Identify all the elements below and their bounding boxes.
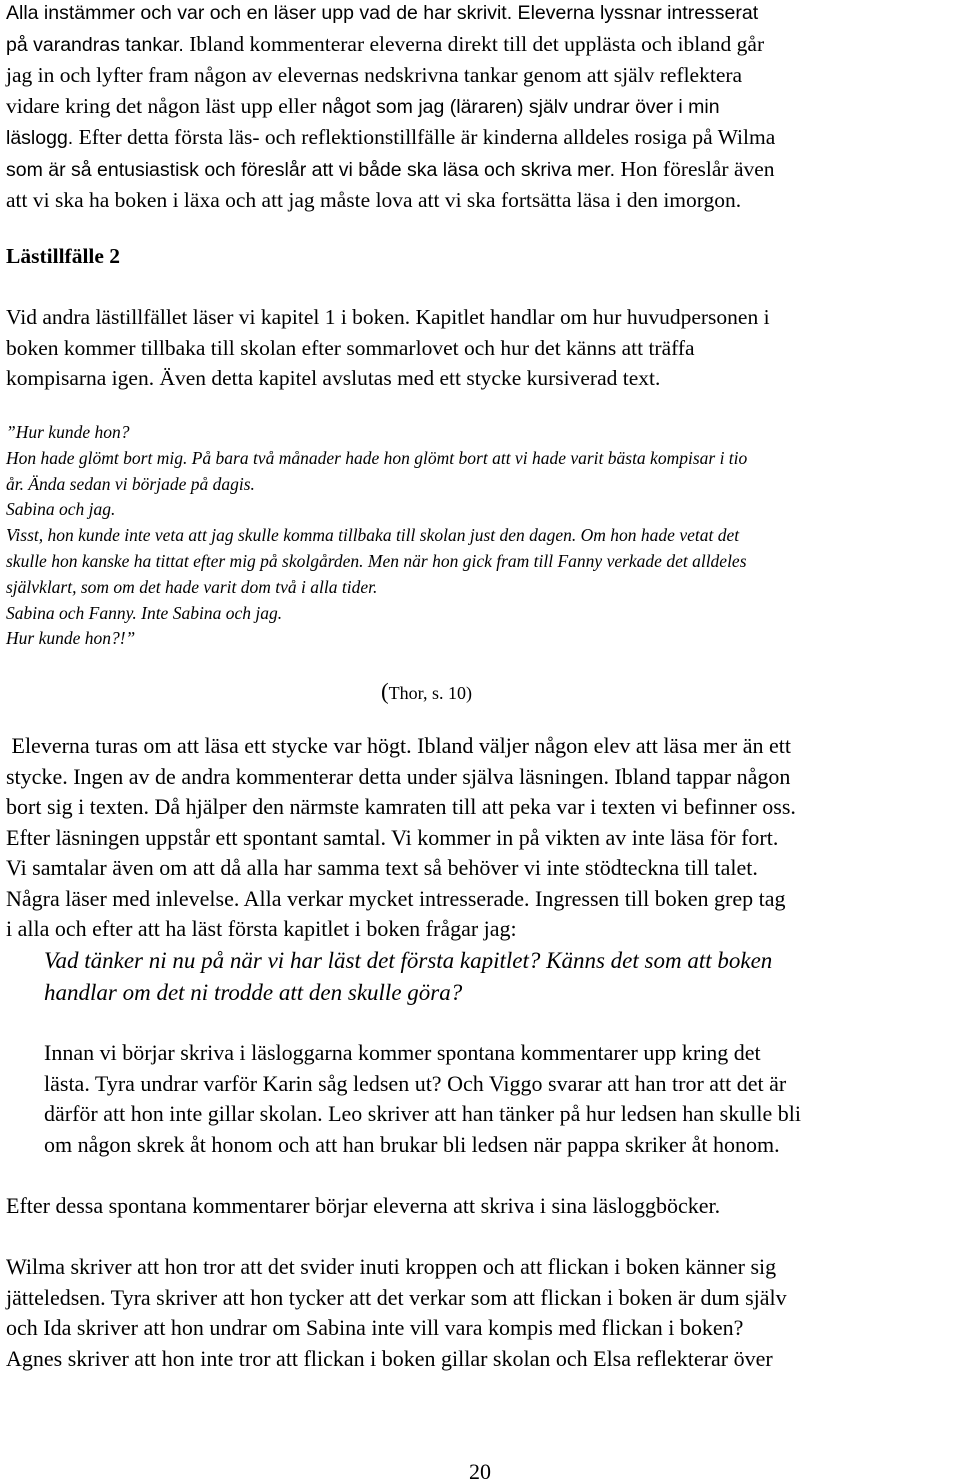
text-run: Ibland kommenterar eleverna direkt till det upplästa och ibland går bbox=[189, 31, 765, 56]
quote-line: Sabina och Fanny. Inte Sabina och jag. bbox=[6, 602, 283, 623]
text-run: något som jag (läraren) själv undrar över i min bbox=[321, 95, 720, 118]
paragraph-line bbox=[6, 91, 775, 123]
question-line: Vad tänker ni nu på när vi har läst det första kapitlet? Känns det som att boken bbox=[44, 948, 773, 973]
paragraph-line: stycke. Ingen av de andra kommenterar detta under själva läsningen. Ibland tappar någon bbox=[6, 763, 791, 789]
text-run: kompisarna igen. Även detta kapitel avslutas med ett stycke kursiverad text. bbox=[6, 366, 661, 390]
paragraph-line: Några läser med inlevelse. Alla verkar mycket intresserade. Ingressen till boken grep tag bbox=[6, 885, 786, 911]
quote-line: Sabina och jag. bbox=[6, 499, 116, 520]
paragraph-line: Innan vi börjar skriva i läsloggarna kommer spontana kommentarer upp kring det bbox=[44, 1040, 761, 1065]
paragraph-line: lästa. Tyra undrar varför Karin såg ledsen ut? Och Viggo svarar att han tror att det är bbox=[44, 1070, 787, 1096]
paragraph-4 bbox=[44, 1038, 801, 1160]
text-run: på varandras tankar. bbox=[6, 33, 190, 56]
citation-open-paren: ( bbox=[381, 679, 389, 704]
paragraph-line: i alla och efter att ha läst första kapitlet i boken frågar jag: bbox=[6, 916, 517, 941]
paragraph-line bbox=[6, 185, 775, 216]
paragraph-1 bbox=[6, 0, 775, 216]
text-run: Hon föreslår även bbox=[620, 156, 775, 181]
quote-citation bbox=[381, 677, 472, 709]
text-run: Efter detta första läs- och reflektionstillfälle är kinderna alldeles rosiga på Wilma bbox=[78, 125, 776, 149]
paragraph-line bbox=[6, 29, 775, 61]
paragraph-line bbox=[6, 302, 770, 333]
text-run: att vi ska ha boken i läxa och att jag måste lova att vi ska fortsätta läsa i den imorgon. bbox=[6, 188, 742, 212]
text-run: jag in och lyfter fram någon av elevernas nedskrivna tankar genom att själv reflektera bbox=[6, 63, 743, 87]
paragraph-line: om någon skrek åt honom och att han brukar bli ledsen när pappa skriker åt honom. bbox=[44, 1131, 780, 1157]
paragraph-5: Efter dessa spontana kommentarer börjar eleverna att skriva i sina läsloggböcker. bbox=[6, 1193, 721, 1218]
citation-text: Thor, s. 10) bbox=[388, 683, 472, 703]
quote-line: Hur kunde hon?!” bbox=[6, 628, 136, 649]
text-run: boken kommer tillbaka till skolan efter sommarlovet och hur det känns att träffa bbox=[6, 335, 695, 360]
text-run: Vid andra lästillfället läser vi kapitel 1 i boken. bbox=[6, 305, 416, 329]
paragraph-line: Efter läsningen uppstår ett spontant samtal. Vi kommer in på vikten av inte läsa för fort. bbox=[6, 824, 779, 850]
text-run: som är så entusiastisk och föreslår att vi både ska läsa och skriva mer. bbox=[6, 158, 621, 181]
text-run: Alla instämmer och var och en läser upp vad de har skrivit. Eleverna lyssnar intresserat bbox=[6, 2, 759, 24]
paragraph-line bbox=[6, 60, 775, 91]
paragraph-line: bort sig i texten. Då hjälper den närmste kamraten till att peka var i texten vi befinner oss. bbox=[6, 794, 796, 819]
quote-line: ”Hur kunde hon? bbox=[6, 422, 130, 442]
quote-line: Hon hade glömt bort mig. På bara två månader hade hon glömt bort att vi hade varit bästa kompisar i tio bbox=[6, 447, 748, 468]
section-heading: Lästillfälle 2 bbox=[6, 244, 121, 268]
teacher-question bbox=[44, 945, 772, 1009]
paragraph-line bbox=[6, 0, 775, 29]
paragraph-line: Agnes skriver att hon inte tror att flickan i boken gillar skolan och Elsa reflekterar över bbox=[6, 1345, 773, 1371]
paragraph-line: därför att hon inte gillar skolan. Leo skriver att han tänker på hur ledsen han skulle bli bbox=[44, 1101, 801, 1126]
text-run: vidare kring det någon läst upp eller bbox=[6, 93, 322, 118]
text-run: Kapitlet handlar om hur huvudpersonen i bbox=[415, 305, 770, 329]
book-quote bbox=[6, 420, 747, 652]
quote-line: skulle hon kanske ha tittat efter mig på skolgården. Men när hon gick fram till Fanny verkade det alldeles bbox=[6, 550, 747, 571]
paragraph-3 bbox=[6, 731, 796, 945]
paragraph-line: och Ida skriver att hon undrar om Sabina inte vill vara kompis med flickan i boken? bbox=[6, 1315, 744, 1340]
quote-line: självklart, som om det hade varit dom två i alla tider. bbox=[6, 576, 378, 597]
paragraph-line: jätteledsen. Tyra skriver att hon tycker att det verkar som att flickan i boken är dum själv bbox=[6, 1284, 787, 1310]
quote-line: Visst, hon kunde inte veta att jag skulle komma tillbaka till skolan just den dagen. Om hon hade vetat det bbox=[6, 525, 740, 546]
paragraph-line: Wilma skriver att hon tror att det svider inuti kroppen och att flickan i boken känner sig bbox=[6, 1254, 777, 1279]
paragraph-line: Vi samtalar även om att då alla har samma text så behöver vi inte stödteckna till talet. bbox=[6, 855, 758, 880]
paragraph-line bbox=[6, 122, 775, 154]
paragraph-2 bbox=[6, 302, 770, 394]
paragraph-line bbox=[6, 333, 770, 364]
text-run: läslogg. bbox=[6, 127, 79, 149]
paragraph-line: Eleverna turas om att läsa ett stycke var högt. Ibland väljer någon elev att läsa mer än ett bbox=[6, 733, 791, 758]
question-line: handlar om det ni trodde att den skulle göra? bbox=[44, 980, 463, 1005]
paragraph-line bbox=[6, 363, 770, 394]
quote-line: år. Ända sedan vi började på dagis. bbox=[6, 473, 255, 494]
paragraph-line bbox=[6, 154, 775, 186]
page-number: 20 bbox=[469, 1459, 491, 1484]
paragraph-6 bbox=[6, 1252, 787, 1374]
